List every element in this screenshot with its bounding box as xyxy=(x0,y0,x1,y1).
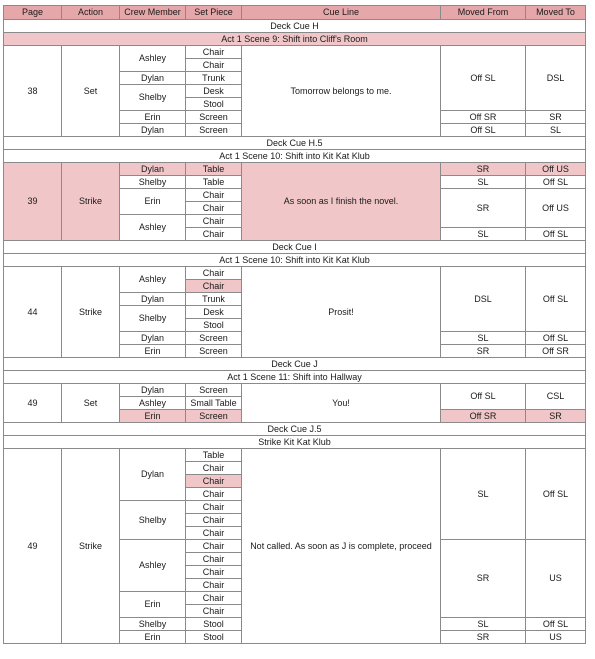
scene-title: Erin xyxy=(120,410,186,423)
deck-cue-label: Chair xyxy=(186,462,242,475)
table-cell: SL xyxy=(441,228,526,241)
table-cell: Off SL xyxy=(526,176,586,189)
table-cell: Off SL xyxy=(526,332,586,345)
table-cell: Chair xyxy=(186,514,242,527)
column-header: Cue Line xyxy=(242,6,441,20)
scene-title: Strike xyxy=(62,163,120,241)
table-cell: SL xyxy=(441,332,526,345)
cue-sheet-body xyxy=(4,6,586,644)
table-cell: SR xyxy=(526,111,586,124)
table-cell: Act 1 Scene 10: Shift into Kit Kat Klub xyxy=(4,254,586,267)
deck-cue-label: DSL xyxy=(441,267,526,332)
table-cell: Off SL xyxy=(526,228,586,241)
table-cell: Stool xyxy=(186,631,242,644)
table-cell: Erin xyxy=(120,111,186,124)
table-cell: Tomorrow belongs to me. xyxy=(242,46,441,137)
table-cell: Deck Cue H.5 xyxy=(4,137,586,150)
table-cell: Stool xyxy=(186,618,242,631)
table-cell: Table xyxy=(186,449,242,462)
table-row xyxy=(4,241,586,254)
table-cell: Shelby xyxy=(120,176,186,189)
table-cell: Act 1 Scene 11: Shift into Hallway xyxy=(4,371,586,384)
deck-cue-label: Off SL xyxy=(526,267,586,332)
table-cell: Off SL xyxy=(441,46,526,111)
table-cell: Trunk xyxy=(186,72,242,85)
table-cell: 49 xyxy=(4,449,62,644)
table-cell: You! xyxy=(242,384,441,423)
table-cell: 38 xyxy=(4,46,62,137)
table-cell: Off SL xyxy=(441,124,526,137)
table-cell: Stool xyxy=(186,98,242,111)
table-row xyxy=(4,358,586,371)
table-cell: Dylan xyxy=(120,332,186,345)
table-cell: Chair xyxy=(186,215,242,228)
table-cell: SR xyxy=(441,540,526,618)
scene-row xyxy=(4,163,586,176)
scene-title: SR xyxy=(441,163,526,176)
table-cell: SL xyxy=(441,618,526,631)
table-cell: Screen xyxy=(186,384,242,397)
table-row xyxy=(4,137,586,150)
table-cell: 49 xyxy=(4,384,62,423)
table-cell: Chair xyxy=(186,579,242,592)
table-cell: Chair xyxy=(186,566,242,579)
table-cell: Screen xyxy=(186,111,242,124)
table-cell: SR xyxy=(441,345,526,358)
table-cell: Deck Cue I xyxy=(4,241,586,254)
scene-title: Table xyxy=(186,163,242,176)
table-cell: Erin xyxy=(120,345,186,358)
table-cell: SL xyxy=(526,124,586,137)
table-cell: Strike xyxy=(62,449,120,644)
scene-title: Off US xyxy=(526,163,586,176)
table-cell: Dylan xyxy=(120,449,186,501)
deck-cue-label: Prosit! xyxy=(242,267,441,358)
deck-cue-label: Ashley xyxy=(120,397,186,410)
table-cell: Chair xyxy=(186,605,242,618)
scene-title: Dylan xyxy=(120,163,186,176)
table-cell: Desk xyxy=(186,85,242,98)
table-cell: Shelby xyxy=(120,306,186,332)
table-row xyxy=(4,371,586,384)
table-cell: US xyxy=(526,631,586,644)
table-cell: Ashley xyxy=(120,215,186,241)
table-cell: Off SL xyxy=(526,449,586,540)
table-cell: SL xyxy=(441,449,526,540)
scene-title: 39 xyxy=(4,163,62,241)
deck-cue-label: Act 1 Scene 10: Shift into Kit Kat Klub xyxy=(4,150,586,163)
table-cell: Chair xyxy=(186,59,242,72)
table-cell: Dylan xyxy=(120,124,186,137)
table-cell: Set xyxy=(62,46,120,137)
table-cell: Dylan xyxy=(120,72,186,85)
table-cell: Shelby xyxy=(120,501,186,540)
table-cell: Set xyxy=(62,384,120,423)
cue-sheet-table xyxy=(3,5,586,644)
table-cell: Shelby xyxy=(120,85,186,111)
table-cell: Screen xyxy=(186,332,242,345)
deck-cue-label: Deck Cue H xyxy=(4,20,586,33)
table-cell: Dylan xyxy=(120,384,186,397)
column-header: Action xyxy=(62,6,120,20)
header-row xyxy=(4,6,586,20)
table-cell: Table xyxy=(186,176,242,189)
table-cell: Strike Kit Kat Klub xyxy=(4,436,586,449)
table-cell: Off SR xyxy=(441,111,526,124)
table-cell: Off SL xyxy=(441,384,526,410)
deck-cue-row xyxy=(4,267,586,280)
table-cell: SL xyxy=(441,176,526,189)
table-cell: Trunk xyxy=(186,293,242,306)
table-row xyxy=(4,436,586,449)
table-cell: Not called. As soon as J is complete, proceed xyxy=(242,449,441,644)
table-cell: Chair xyxy=(186,488,242,501)
table-cell: Ashley xyxy=(120,46,186,72)
table-cell: Chair xyxy=(186,553,242,566)
table-cell: Erin xyxy=(120,631,186,644)
table-cell: Deck Cue J.5 xyxy=(4,423,586,436)
table-cell: Stool xyxy=(186,319,242,332)
table-cell: Chair xyxy=(186,527,242,540)
table-cell: Dylan xyxy=(120,293,186,306)
scene-title: As soon as I finish the novel. xyxy=(242,163,441,241)
column-header: Crew Member xyxy=(120,6,186,20)
table-cell: SR xyxy=(441,189,526,228)
column-header: Page xyxy=(4,6,62,20)
table-cell: Erin xyxy=(120,592,186,618)
table-cell: US xyxy=(526,540,586,618)
table-row xyxy=(4,423,586,436)
table-cell: Off SL xyxy=(526,618,586,631)
deck-cue-row xyxy=(4,150,586,163)
table-cell: Screen xyxy=(186,345,242,358)
table-cell: Shelby xyxy=(120,618,186,631)
scene-title: Chair xyxy=(186,475,242,488)
table-cell: Chair xyxy=(186,202,242,215)
deck-cue-label: 44 xyxy=(4,267,62,358)
scene-title: Screen xyxy=(186,410,242,423)
table-cell: Screen xyxy=(186,124,242,137)
scene-title: Off SR xyxy=(441,410,526,423)
deck-cue-label: Strike xyxy=(62,267,120,358)
table-cell: Chair xyxy=(186,501,242,514)
table-cell: Chair xyxy=(186,46,242,59)
scene-title: SR xyxy=(526,410,586,423)
table-cell: Desk xyxy=(186,306,242,319)
table-row xyxy=(4,384,586,397)
table-cell: SR xyxy=(441,631,526,644)
table-cell: Erin xyxy=(120,189,186,215)
table-cell: Chair xyxy=(186,228,242,241)
table-cell: Off US xyxy=(526,189,586,228)
table-cell: Deck Cue J xyxy=(4,358,586,371)
deck-cue-label: Chair xyxy=(186,267,242,280)
table-cell: Chair xyxy=(186,592,242,605)
scene-title: Chair xyxy=(186,280,242,293)
deck-cue-row xyxy=(4,20,586,33)
table-cell: Ashley xyxy=(120,540,186,592)
table-cell: Off SR xyxy=(526,345,586,358)
scene-row xyxy=(4,33,586,46)
table-row xyxy=(4,449,586,462)
column-header: Set Piece xyxy=(186,6,242,20)
deck-cue-label: Ashley xyxy=(120,267,186,293)
deck-cue-label: Small Table xyxy=(186,397,242,410)
column-header: Moved To xyxy=(526,6,586,20)
scene-title: Act 1 Scene 9: Shift into Cliff's Room xyxy=(4,33,586,46)
table-cell: Chair xyxy=(186,540,242,553)
table-row xyxy=(4,254,586,267)
table-cell: DSL xyxy=(526,46,586,111)
table-cell: Chair xyxy=(186,189,242,202)
column-header: Moved From xyxy=(441,6,526,20)
table-cell: CSL xyxy=(526,384,586,410)
table-row xyxy=(4,46,586,59)
